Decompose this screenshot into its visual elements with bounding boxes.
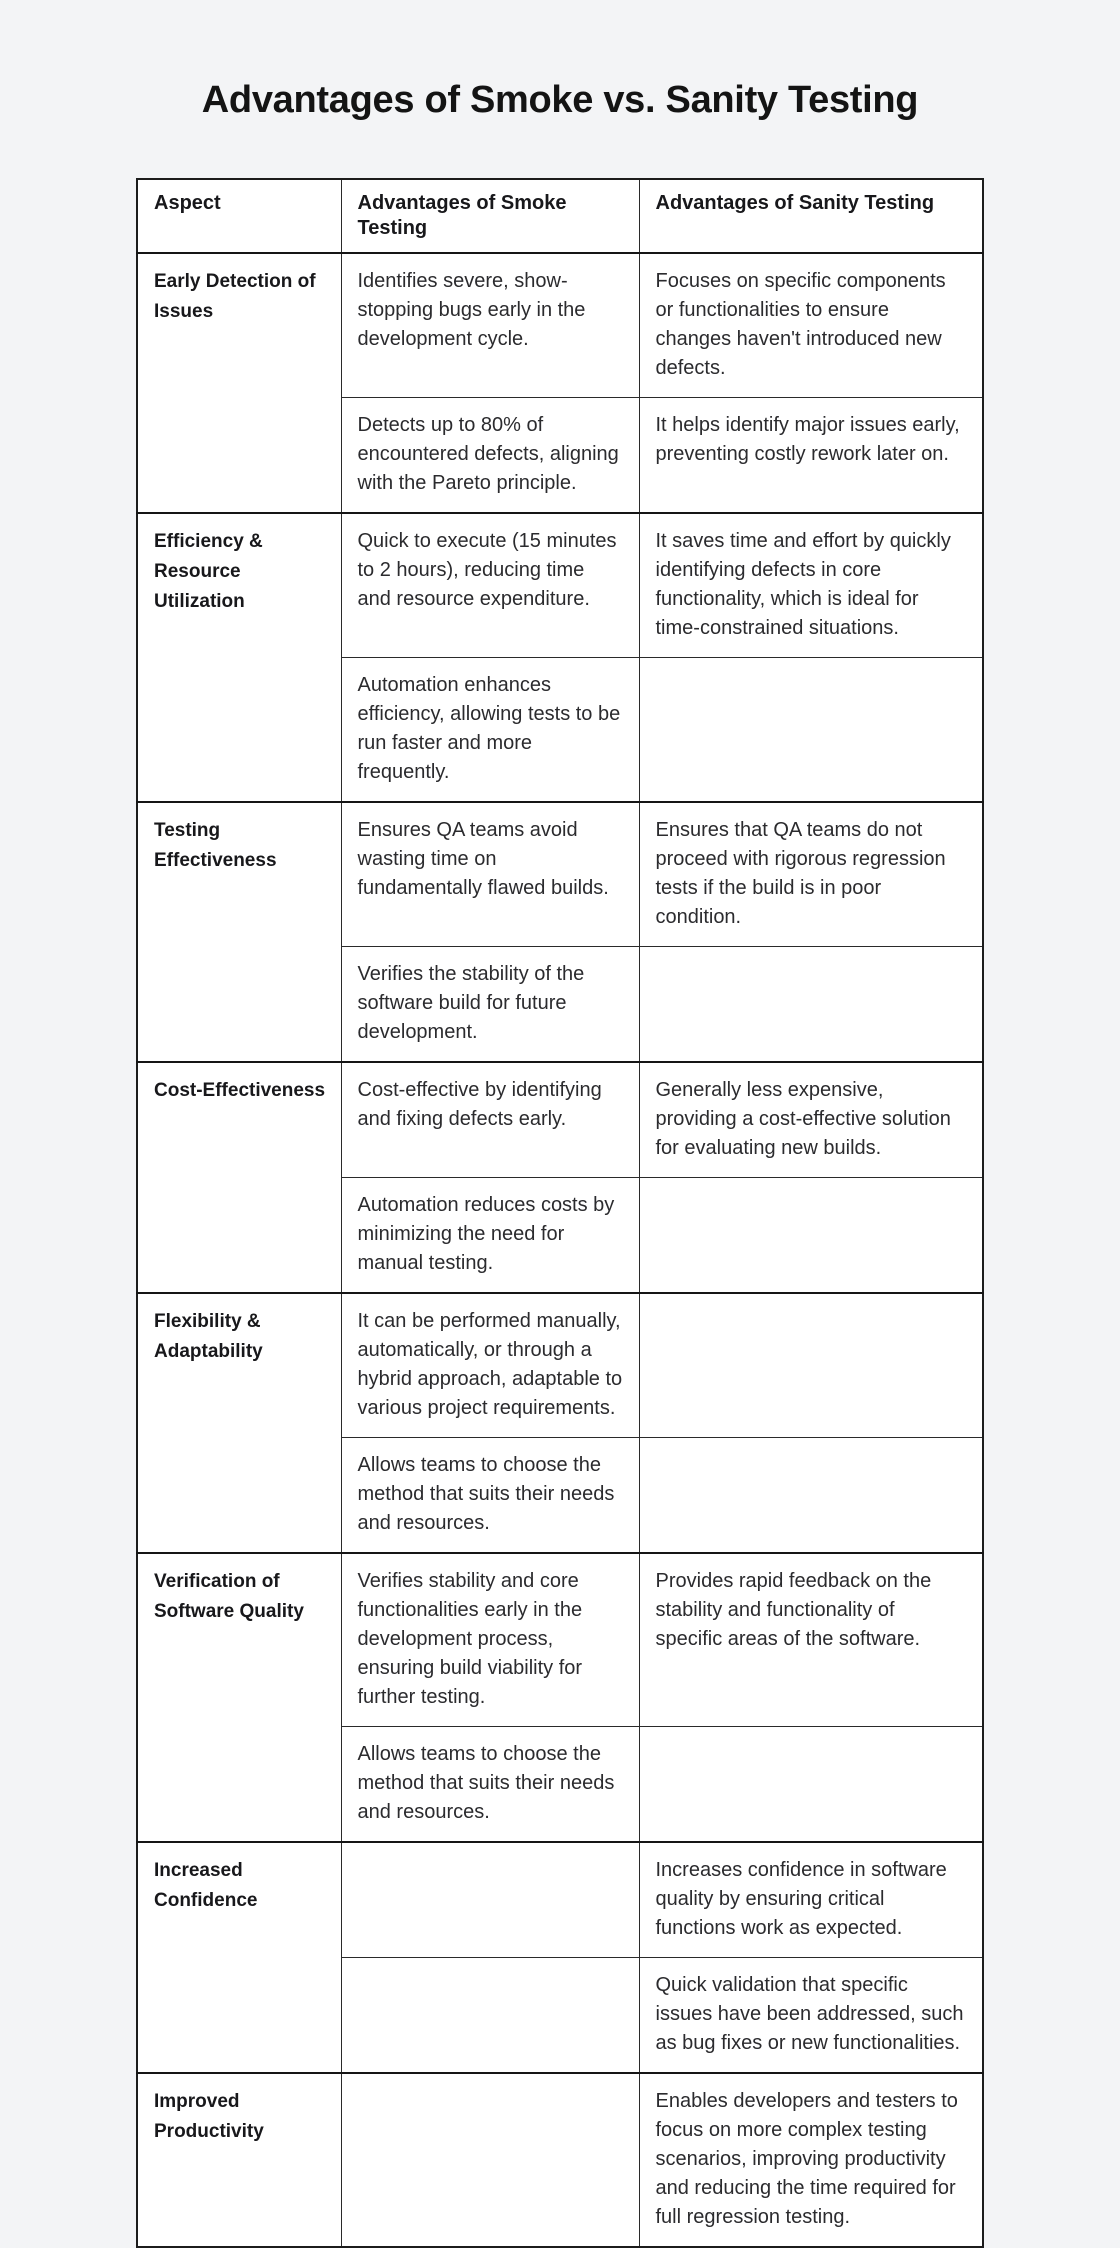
col-header-aspect: Aspect xyxy=(137,179,341,253)
smoke-cell: Automation enhances efficiency, allowing tests to be run faster and more frequently. xyxy=(341,658,639,803)
aspect-cell-increased-confidence: Increased Confidence xyxy=(137,1842,341,2073)
sanity-cell xyxy=(639,1727,983,1843)
table-row xyxy=(137,513,983,658)
smoke-cell xyxy=(341,2073,639,2247)
sanity-cell: Increases confidence in software quality by ensuring critical functions work as expected. xyxy=(639,1842,983,1958)
col-header-smoke-testing: Advantages of Smoke Testing xyxy=(341,179,639,253)
sanity-cell: It helps identify major issues early, preventing costly rework later on. xyxy=(639,398,983,514)
smoke-cell: Verifies stability and core functionalities early in the development process, ensuring build viability for further testing. xyxy=(341,1553,639,1727)
smoke-cell: Ensures QA teams avoid wasting time on fundamentally flawed builds. xyxy=(341,802,639,947)
aspect-cell-cost-effectiveness: Cost-Effectiveness xyxy=(137,1062,341,1293)
aspect-cell-improved-productivity: Improved Productivity xyxy=(137,2073,341,2247)
smoke-cell: Detects up to 80% of encountered defects, aligning with the Pareto principle. xyxy=(341,398,639,514)
smoke-cell: Identifies severe, show-stopping bugs early in the development cycle. xyxy=(341,253,639,398)
table-row xyxy=(137,1553,983,1727)
smoke-cell: It can be performed manually, automatically, or through a hybrid approach, adaptable to various project requirements. xyxy=(341,1293,639,1438)
page-title: Advantages of Smoke vs. Sanity Testing xyxy=(201,79,919,121)
smoke-cell xyxy=(341,1958,639,2074)
table-row xyxy=(137,1062,983,1178)
aspect-cell-testing-effectiveness: Testing Effectiveness xyxy=(137,802,341,1062)
smoke-cell: Allows teams to choose the method that suits their needs and resources. xyxy=(341,1727,639,1843)
sanity-cell: Provides rapid feedback on the stability and functionality of specific areas of the software. xyxy=(639,1553,983,1727)
table-row xyxy=(137,1842,983,1958)
smoke-cell: Allows teams to choose the method that suits their needs and resources. xyxy=(341,1438,639,1554)
sanity-cell xyxy=(639,658,983,803)
sanity-cell xyxy=(639,1293,983,1438)
aspect-cell-early-detection: Early Detection of Issues xyxy=(137,253,341,513)
aspect-cell-flexibility: Flexibility & Adaptability xyxy=(137,1293,341,1553)
col-header-sanity-testing: Advantages of Sanity Testing xyxy=(639,179,983,253)
table-row xyxy=(137,802,983,947)
sanity-cell: Ensures that QA teams do not proceed with rigorous regression tests if the build is in poor condition. xyxy=(639,802,983,947)
table-row xyxy=(137,1293,983,1438)
sanity-cell: Enables developers and testers to focus on more complex testing scenarios, improving productivity and reducing the time required for full regression testing. xyxy=(639,2073,983,2247)
smoke-cell: Cost-effective by identifying and fixing defects early. xyxy=(341,1062,639,1178)
aspect-cell-verification: Verification of Software Quality xyxy=(137,1553,341,1842)
sanity-cell xyxy=(639,1178,983,1294)
sanity-cell xyxy=(639,1438,983,1554)
smoke-cell: Quick to execute (15 minutes to 2 hours), reducing time and resource expenditure. xyxy=(341,513,639,658)
smoke-cell: Verifies the stability of the software build for future development. xyxy=(341,947,639,1063)
header-row xyxy=(137,179,983,253)
smoke-cell: Automation reduces costs by minimizing the need for manual testing. xyxy=(341,1178,639,1294)
comparison-table xyxy=(136,178,984,2248)
sanity-cell: Generally less expensive, providing a cost-effective solution for evaluating new builds. xyxy=(639,1062,983,1178)
table-row xyxy=(137,2073,983,2247)
sanity-cell: It saves time and effort by quickly identifying defects in core functionality, which is ideal for time-constrained situations. xyxy=(639,513,983,658)
sanity-cell: Focuses on specific components or functionalities to ensure changes haven't introduced new defects. xyxy=(639,253,983,398)
sanity-cell xyxy=(639,947,983,1063)
aspect-cell-efficiency: Efficiency & Resource Utilization xyxy=(137,513,341,802)
smoke-cell xyxy=(341,1842,639,1958)
sanity-cell: Quick validation that specific issues have been addressed, such as bug fixes or new functionalities. xyxy=(639,1958,983,2074)
table-row xyxy=(137,253,983,398)
